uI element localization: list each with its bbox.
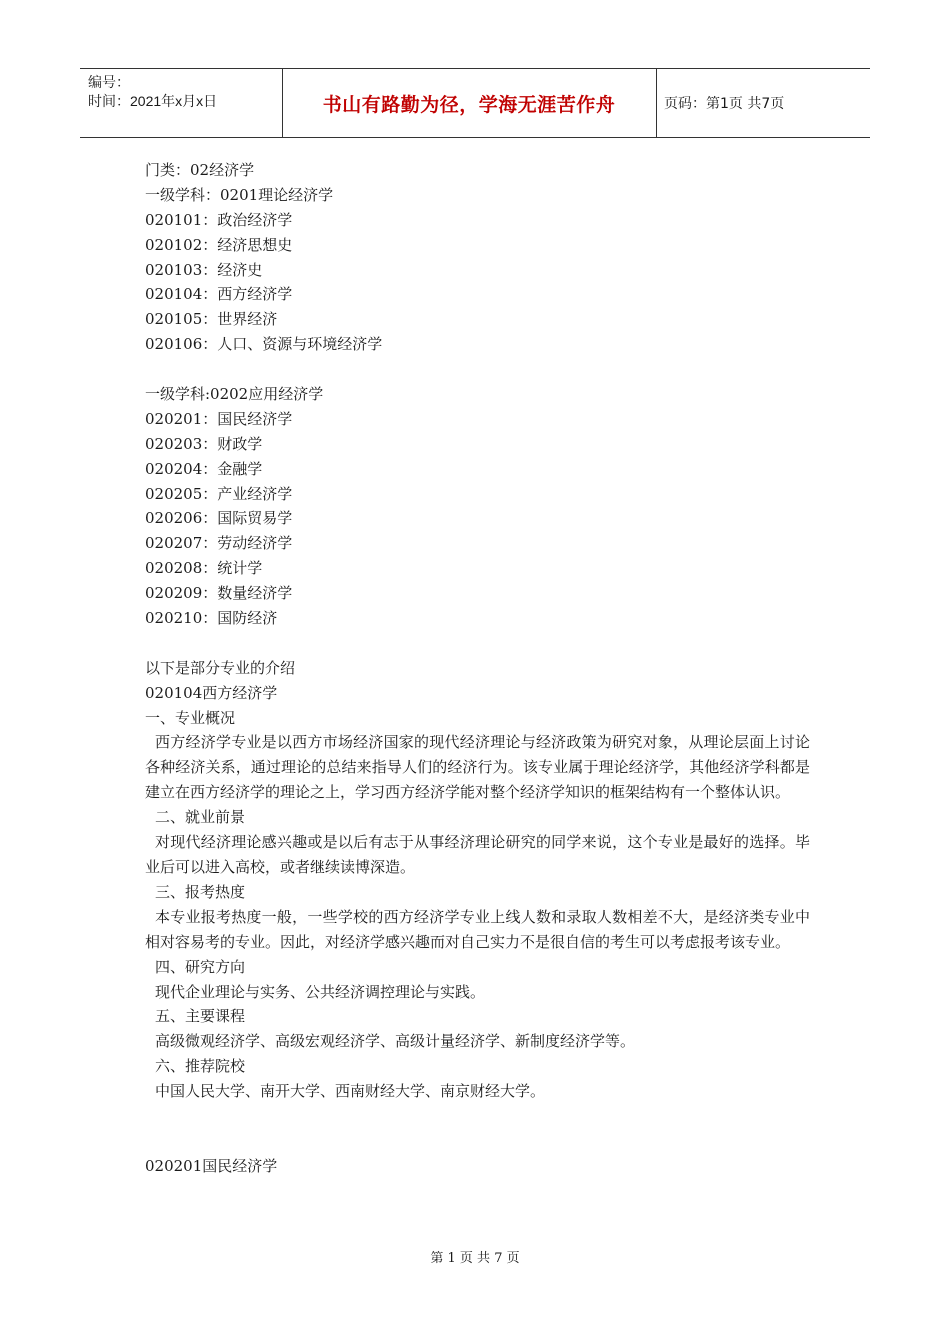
list-item: 020209：数量经济学 — [145, 584, 293, 603]
discipline1-title: 一级学科：0201理论经济学 — [145, 185, 334, 204]
section-text: 西方经济学专业是以西方市场经济国家的现代经济理论与经济政策为研究对象，从理论层面上讨论各种经济关系，通过理论的总结来指导人们的经济行为。该专业属于理论经济学，其他经济学科都是建立在西方经济学的理论之上，学习西方经济学能对整个经济学知识的框架结构有一个整体认识。 — [145, 733, 810, 802]
list-item: 020101：政治经济学 — [145, 210, 293, 229]
section-text: 现代企业理论与实务、公共经济调控理论与实践。 — [155, 982, 486, 1001]
major-title: 020104西方经济学 — [145, 683, 278, 702]
document-body — [145, 158, 810, 1179]
discipline2-title: 一级学科:0202应用经济学 — [145, 385, 324, 404]
section-text: 中国人民大学、南开大学、西南财经大学、南京财经大学。 — [155, 1082, 546, 1101]
list-item: 020206：国际贸易学 — [145, 509, 293, 528]
section-title: 五、主要课程 — [155, 1007, 246, 1026]
section-text: 本专业报考热度一般，一些学校的西方经济学专业上线人数和录取人数相差不大，是经济类专业中相对容易考的专业。因此，对经济学感兴趣而对自己实力不是很自信的考生可以考虑报考该专业。 — [145, 907, 810, 951]
list-item: 020204：金融学 — [145, 459, 263, 478]
section-title: 四、研究方向 — [155, 957, 246, 976]
section-title: 六、推荐院校 — [155, 1057, 246, 1076]
section-text: 高级微观经济学、高级宏观经济学、高级计量经济学、新制度经济学等。 — [155, 1032, 636, 1051]
list-item: 020207：劳动经济学 — [145, 534, 293, 553]
list-item: 020203：财政学 — [145, 434, 263, 453]
list-item: 020210：国防经济 — [145, 609, 278, 628]
list-item: 020102：经济思想史 — [145, 235, 293, 254]
header-motto: 书山有路勤为径，学海无涯苦作舟 — [322, 93, 616, 116]
section-title: 三、报考热度 — [155, 882, 246, 901]
section-title: 一、专业概况 — [145, 708, 236, 727]
number-label: 编号： — [88, 74, 130, 90]
header-page-info: 页码：第1页 共7页 — [664, 96, 785, 112]
next-major-title: 020201国民经济学 — [145, 1156, 278, 1175]
header-meta — [88, 73, 217, 111]
list-item: 020205：产业经济学 — [145, 484, 293, 503]
list-item: 020104：西方经济学 — [145, 285, 293, 304]
list-item: 020208：统计学 — [145, 559, 263, 578]
list-item: 020105：世界经济 — [145, 310, 278, 329]
section-title: 二、就业前景 — [155, 808, 246, 827]
page-header — [80, 68, 870, 138]
time-label: 时间：2021年x月x日 — [88, 93, 218, 109]
list-item: 020106：人口、资源与环境经济学 — [145, 335, 383, 354]
category-door: 门类：02经济学 — [145, 161, 255, 179]
intro-heading: 以下是部分专业的介绍 — [145, 658, 296, 677]
section-text: 对现代经济理论感兴趣或是以后有志于从事经济理论研究的同学来说，这个专业是最好的选择。毕业后可以进入高校，或者继续读博深造。 — [145, 833, 810, 876]
list-item: 020103：经济史 — [145, 260, 263, 279]
page-footer: 第 1 页 共 7 页 — [430, 1251, 520, 1266]
list-item: 020201：国民经济学 — [145, 409, 293, 428]
header-divider — [656, 69, 657, 137]
